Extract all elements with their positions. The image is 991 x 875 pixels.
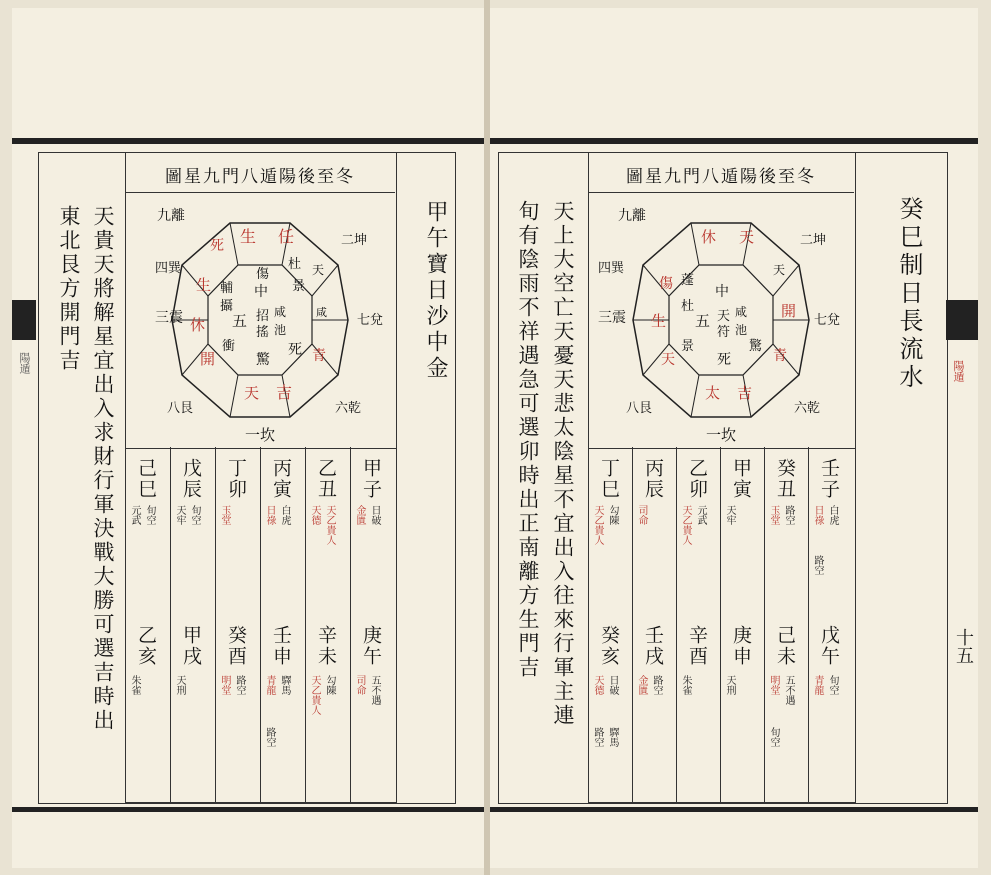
- svg-text:生: 生: [196, 276, 212, 294]
- branch-note: 天刑: [724, 675, 735, 695]
- svg-text:休: 休: [190, 316, 206, 334]
- svg-text:青: 青: [312, 348, 326, 364]
- branch-note: 路空: [264, 727, 275, 747]
- svg-text:驚: 驚: [256, 352, 270, 368]
- branch-note: 五不遇: [369, 675, 380, 705]
- branch-top: 甲寅: [730, 458, 752, 500]
- branch-note: 金匱: [636, 675, 647, 695]
- branch-bottom: 辛未: [315, 625, 337, 667]
- svg-text:青: 青: [773, 348, 787, 364]
- branch-note: 旬空: [144, 505, 155, 525]
- left-sw-label: 二坤: [341, 233, 368, 248]
- svg-text:蓬: 蓬: [681, 273, 695, 288]
- branch-top: 丙寅: [270, 458, 292, 500]
- svg-text:天: 天: [773, 263, 786, 277]
- branch-note: 天乙貴人: [309, 675, 320, 715]
- branch-note: 旬空: [827, 675, 838, 695]
- right-tab: [946, 300, 978, 340]
- right-south-label: 九離: [618, 208, 646, 224]
- branch-top: 壬子: [818, 458, 840, 500]
- left-side-col-1: 天貴天將解星宜出入求財行軍決戰大勝可選吉時出: [91, 205, 115, 733]
- svg-text:景: 景: [681, 339, 695, 354]
- branch-note: 金匱: [354, 505, 365, 525]
- svg-text:搖: 搖: [256, 325, 270, 340]
- svg-text:咸: 咸: [316, 306, 327, 319]
- left-top-rule: [12, 138, 484, 144]
- svg-text:咸: 咸: [735, 305, 748, 319]
- branch-note: 日破: [369, 505, 380, 525]
- branch-note: 天刑: [174, 675, 185, 695]
- branch-top: 丁巳: [598, 458, 620, 500]
- branch-note: 天德: [309, 505, 320, 525]
- branch-top: 己巳: [135, 458, 157, 500]
- svg-text:任: 任: [278, 227, 295, 246]
- branch-bottom: 己未: [774, 625, 796, 667]
- branch-top: 戊辰: [180, 458, 202, 500]
- left-bottom-rule: [12, 807, 484, 812]
- svg-text:符: 符: [717, 325, 731, 340]
- svg-text:天: 天: [739, 228, 755, 246]
- branch-note: 路空: [783, 505, 794, 525]
- branch-bottom: 戊午: [818, 625, 840, 667]
- left-subtitle: 甲午寶日沙中金: [423, 200, 448, 382]
- branch-note: 日祿: [812, 505, 823, 525]
- left-tab: [12, 300, 36, 340]
- right-header: 冬至後陽遁八門九星圖: [626, 167, 816, 187]
- branch-note: 路空: [812, 555, 823, 575]
- svg-text:太: 太: [705, 384, 721, 402]
- svg-text:生: 生: [240, 227, 257, 246]
- svg-text:開: 開: [200, 350, 216, 368]
- branch-note: 路空: [234, 675, 245, 695]
- right-top-rule: [490, 138, 978, 144]
- svg-text:傷: 傷: [256, 267, 270, 282]
- right-west-label: 七兌: [814, 313, 841, 328]
- branch-top: 癸丑: [774, 458, 796, 500]
- center-label: 五: [232, 312, 248, 330]
- right-side-col-1: 天上大空亡天憂天悲太陰星不宜出入往來行軍主連: [551, 200, 575, 728]
- branch-top: 丁卯: [225, 458, 247, 500]
- branch-note: 玉堂: [219, 505, 230, 525]
- svg-text:中: 中: [715, 284, 729, 300]
- branch-note: 天德: [592, 675, 603, 695]
- branch-note: 驛馬: [607, 727, 618, 747]
- svg-text:開: 開: [781, 302, 797, 320]
- branch-top: 乙丑: [315, 458, 337, 500]
- right-se-label: 四巽: [598, 261, 625, 276]
- right-page-number: 十五: [953, 628, 974, 664]
- left-west-label: 七兌: [357, 313, 384, 328]
- left-north-label: 一坎: [245, 426, 276, 444]
- branch-bottom: 壬戌: [642, 625, 664, 667]
- left-table: [125, 447, 397, 803]
- svg-text:衝: 衝: [222, 339, 236, 354]
- svg-text:天: 天: [312, 263, 325, 277]
- branch-note: 玉堂: [768, 505, 779, 525]
- right-subtitle: 癸巳制日長流水: [895, 196, 923, 392]
- svg-text:死: 死: [210, 238, 224, 254]
- left-bagua-diagram: [125, 192, 395, 447]
- right-bagua-diagram: [588, 192, 854, 447]
- branch-note: 青龍: [812, 675, 823, 695]
- svg-text:杜: 杜: [288, 257, 302, 272]
- left-nw-label: 六乾: [335, 401, 362, 416]
- svg-text:池: 池: [735, 323, 748, 337]
- gutter: [484, 0, 490, 875]
- svg-text:池: 池: [274, 323, 287, 337]
- right-north-label: 一坎: [706, 426, 737, 444]
- branch-note: 天牢: [724, 505, 735, 525]
- branch-bottom: 壬申: [270, 625, 292, 667]
- branch-note: 天乙貴人: [592, 505, 603, 545]
- branch-note: 天乙貴人: [324, 505, 335, 545]
- svg-text:天: 天: [244, 384, 260, 402]
- branch-bottom: 癸酉: [225, 625, 247, 667]
- branch-note: 驛馬: [279, 675, 290, 695]
- branch-note: 天牢: [174, 505, 185, 525]
- right-side-col-2: 旬有陰雨不祥遇急可選卯時出正南離方生門吉: [516, 200, 540, 680]
- branch-note: 日破: [607, 675, 618, 695]
- branch-note: 路空: [651, 675, 662, 695]
- left-tab-label: 陽遁: [18, 352, 31, 374]
- svg-text:吉: 吉: [276, 383, 293, 402]
- branch-bottom: 甲戌: [180, 625, 202, 667]
- branch-note: 朱雀: [680, 675, 691, 695]
- svg-text:景: 景: [292, 279, 306, 294]
- right-sw-label: 二坤: [800, 233, 827, 248]
- branch-bottom: 辛酉: [686, 625, 708, 667]
- branch-note: 天乙貴人: [680, 505, 691, 545]
- left-south-label: 九離: [157, 208, 185, 224]
- branch-top: 乙卯: [686, 458, 708, 500]
- branch-note: 旬空: [768, 727, 779, 747]
- branch-note: 勾陳: [324, 675, 335, 695]
- svg-text:生: 生: [651, 312, 667, 330]
- branch-note: 明堂: [219, 675, 230, 695]
- branch-note: 日祿: [264, 505, 275, 525]
- svg-text:招: 招: [256, 309, 270, 324]
- svg-text:攝: 攝: [220, 299, 234, 314]
- right-tab-label: 陽遁: [952, 360, 965, 382]
- right-bottom-rule: [490, 807, 978, 812]
- svg-text:死: 死: [717, 352, 731, 368]
- branch-note: 白虎: [279, 505, 290, 525]
- branch-note: 五不遇: [783, 675, 794, 705]
- left-ne-label: 八艮: [167, 401, 194, 416]
- left-header: 冬至後陽遁八門九星圖: [165, 167, 355, 187]
- svg-text:驚: 驚: [749, 339, 763, 354]
- svg-text:五: 五: [695, 312, 711, 330]
- right-ne-label: 八艮: [626, 401, 653, 416]
- branch-note: 旬空: [189, 505, 200, 525]
- svg-text:天: 天: [717, 309, 731, 324]
- left-se-label: 四巽: [155, 261, 182, 276]
- branch-bottom: 乙亥: [135, 625, 157, 667]
- branch-note: 司命: [354, 675, 365, 695]
- svg-text:吉: 吉: [737, 384, 753, 402]
- branch-note: 路空: [592, 727, 603, 747]
- svg-text:天: 天: [661, 352, 675, 368]
- left-side-col-2: 東北艮方開門吉: [57, 205, 81, 373]
- right-nw-label: 六乾: [794, 401, 821, 416]
- branch-note: 元武: [129, 505, 140, 525]
- left-east-label: 三震: [155, 310, 183, 326]
- svg-text:中: 中: [254, 284, 268, 300]
- svg-text:死: 死: [288, 342, 302, 358]
- branch-bottom: 庚午: [360, 625, 382, 667]
- branch-note: 白虎: [827, 505, 838, 525]
- branch-note: 司命: [636, 505, 647, 525]
- branch-note: 朱雀: [129, 675, 140, 695]
- branch-top: 甲子: [360, 458, 382, 500]
- branch-top: 丙辰: [642, 458, 664, 500]
- branch-note: 明堂: [768, 675, 779, 695]
- svg-text:杜: 杜: [681, 299, 695, 314]
- svg-text:傷: 傷: [659, 276, 673, 292]
- branch-bottom: 癸亥: [598, 625, 620, 667]
- branch-bottom: 庚申: [730, 625, 752, 667]
- svg-text:休: 休: [701, 228, 717, 246]
- branch-note: 勾陳: [607, 505, 618, 525]
- svg-text:輔: 輔: [220, 281, 234, 296]
- branch-note: 青龍: [264, 675, 275, 695]
- right-east-label: 三震: [598, 310, 626, 326]
- svg-text:咸: 咸: [274, 305, 287, 319]
- branch-note: 元武: [695, 505, 706, 525]
